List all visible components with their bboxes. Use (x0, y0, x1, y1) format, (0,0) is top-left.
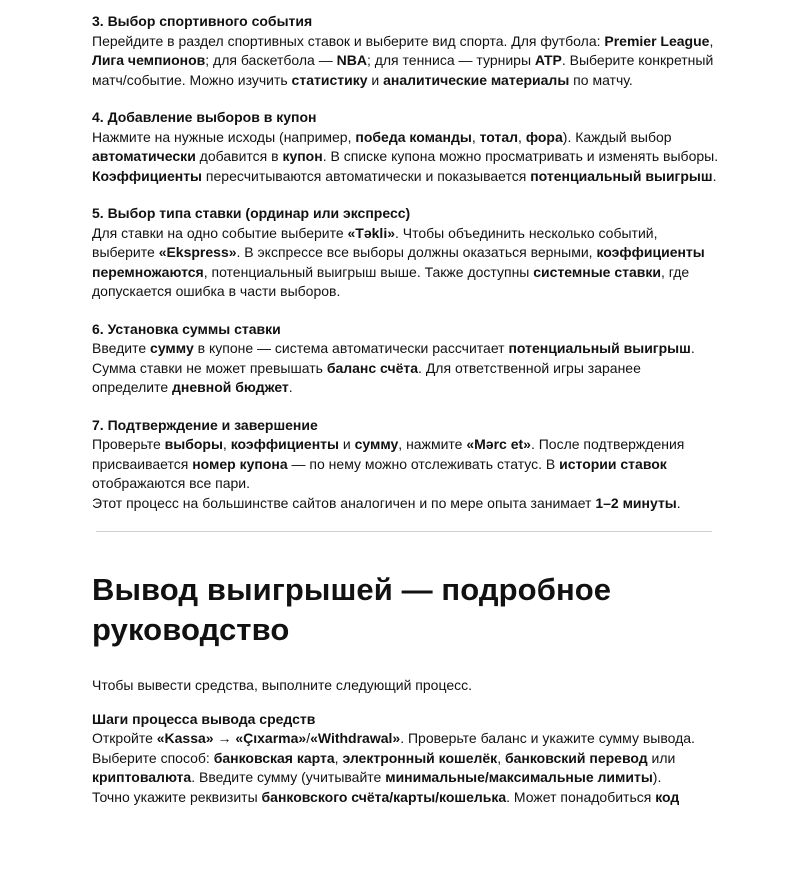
bold-phrase: криптовалюта (92, 769, 192, 785)
text-run: добавится в (195, 148, 283, 164)
bold-phrase: ATP (534, 52, 562, 68)
text-run: пересчитываются автоматически и показывается (202, 167, 531, 184)
bold-phrase: истории ставок (559, 455, 667, 472)
text-run: , (497, 749, 505, 766)
bold-phrase: код (655, 788, 680, 805)
text-run: Для ставки на одно событие выберите (92, 224, 348, 241)
bold-phrase: победа команды (355, 128, 472, 145)
text-run: , (471, 128, 480, 145)
withdrawal-intro: Чтобы вывести средства, выполните следующий процесс. (92, 677, 472, 693)
step-text (92, 339, 720, 398)
bold-phrase: сумму (150, 340, 194, 356)
text-run: , (518, 128, 526, 145)
bold-phrase: банковский перевод (504, 749, 648, 766)
text-run: или (647, 749, 676, 766)
text-run: . (676, 494, 681, 511)
text-run: . Может понадобиться (506, 788, 656, 805)
text-run: . После подтверждения присваивается (92, 436, 685, 472)
withdrawal-paragraph (92, 729, 720, 788)
text-run: . Чтобы объединить несколько событий, выберите (92, 224, 658, 260)
document-body (92, 12, 720, 807)
text-run: Перейдите в раздел спортивных ставок и выберите вид спорта. Для футбола: (92, 32, 605, 49)
bold-phrase: коэффициенты (230, 436, 339, 452)
step-text (92, 224, 720, 302)
withdrawal-steps-text (92, 729, 720, 807)
text-run: Откройте (92, 730, 157, 746)
bold-phrase: «Withdrawal» (310, 730, 401, 746)
bold-phrase: автоматически (92, 148, 196, 164)
bold-phrase: коэффициенты перемножаются (92, 244, 705, 280)
bold-phrase: аналитические материалы (383, 71, 570, 88)
bold-phrase: 1–2 минуты (595, 494, 677, 511)
text-run: . Сумма ставки не может превышать (92, 340, 695, 376)
withdrawal-paragraph (92, 788, 720, 808)
bold-phrase: «Kassa» (156, 730, 214, 746)
text-run: , потенциальный выигрыш выше. Также доступны (203, 263, 534, 280)
text-run: , (222, 436, 231, 452)
bold-phrase: Коэффициенты (92, 167, 203, 184)
bold-phrase: потенциальный выигрыш (530, 167, 713, 184)
text-run: и (338, 436, 355, 452)
withdrawal-steps-title: Шаги процесса вывода средств (92, 710, 316, 727)
text-run: . Введите сумму (учитывайте (191, 769, 386, 785)
step-section (92, 416, 720, 514)
bold-phrase: дневной бюджет (172, 379, 289, 395)
bold-phrase: потенциальный выигрыш (508, 340, 691, 356)
bold-phrase: системные ставки (533, 263, 661, 280)
text-run: . (288, 379, 293, 395)
step-title: 7. Подтверждение и завершение (92, 416, 318, 433)
withdrawal-heading: Вывод выигрышей — подробное руководство (92, 572, 612, 647)
text-run: Нажмите на нужные исходы (например, (92, 128, 356, 145)
text-run: , (334, 749, 343, 766)
step-title: 6. Установка суммы ставки (92, 320, 281, 337)
text-run: ). Каждый выбор (562, 128, 672, 145)
text-run: , где допускается ошибка в части выборов. (92, 263, 690, 299)
text-run: — по нему можно отслеживать статус. В (287, 455, 560, 472)
step-text (92, 32, 720, 91)
section-divider (96, 531, 712, 532)
bold-phrase: «Çıxarma» (235, 730, 307, 746)
text-run: . Для ответственной игры заранее определите (92, 359, 641, 395)
bold-phrase: сумму (354, 436, 399, 452)
text-run: Введите (92, 340, 151, 356)
step-text (92, 128, 720, 187)
text-run: Проверьте (92, 436, 165, 452)
step-title: 4. Добавление выборов в купон (92, 109, 317, 125)
text-run: в купоне — система автоматически рассчитает (193, 340, 509, 356)
bold-phrase: Premier League (604, 32, 710, 49)
bold-phrase: «Təkli» (347, 224, 395, 241)
text-run: → (213, 730, 236, 746)
betting-steps (92, 12, 720, 513)
bold-phrase: банковская карта (213, 749, 335, 766)
text-run: Точно укажите реквизиты (92, 788, 262, 805)
bold-phrase: фора (525, 128, 563, 145)
bold-phrase: NBA (336, 52, 367, 68)
text-run: ; для баскетбола — (205, 52, 337, 68)
text-run: . Проверьте баланс и укажите сумму вывода. Выберите способ: (92, 730, 695, 766)
text-run: ; для тенниса — турниры (366, 52, 535, 68)
bold-phrase: «Mərc et» (466, 436, 531, 452)
bold-phrase: купон (282, 148, 323, 164)
text-run: по матчу. (569, 71, 633, 88)
bold-phrase: «Ekspress» (158, 244, 237, 260)
step-section (92, 320, 720, 398)
bold-phrase: номер купона (192, 455, 288, 472)
text-run: . В экспрессе все выборы должны оказаться верными, (236, 244, 597, 260)
text-run: , (709, 32, 714, 49)
text-run: . (712, 167, 717, 184)
step-note (92, 494, 720, 514)
step-section (92, 12, 720, 90)
text-run: . Выберите конкретный матч/событие. Можно изучить (92, 52, 714, 88)
text-run: отображаются все пари. (92, 475, 250, 491)
bold-phrase: минимальные/максимальные лимиты (385, 769, 653, 785)
step-section (92, 204, 720, 302)
text-run: / (306, 730, 311, 746)
text-run: . В списке купона можно просматривать и изменять выборы. (322, 148, 719, 164)
bold-phrase: выборы (164, 436, 223, 452)
step-title: 3. Выбор спортивного события (92, 13, 313, 29)
bold-phrase: электронный кошелёк (342, 749, 498, 766)
text-run: и (367, 71, 384, 88)
bold-phrase: баланс счёта (326, 359, 419, 376)
step-section (92, 108, 720, 186)
text-run: Этот процесс на большинстве сайтов аналогичен и по мере опыта занимает (92, 494, 596, 511)
text-run: , нажмите (398, 436, 467, 452)
bold-phrase: тотал (479, 128, 519, 145)
bold-phrase: банковского счёта/карты/кошелька (261, 788, 507, 805)
step-text (92, 435, 720, 494)
bold-phrase: Лига чемпионов (92, 52, 206, 68)
bold-phrase: статистику (291, 71, 368, 88)
text-run: ). (652, 769, 662, 785)
step-title: 5. Выбор типа ставки (ординар или экспресс) (92, 205, 411, 221)
